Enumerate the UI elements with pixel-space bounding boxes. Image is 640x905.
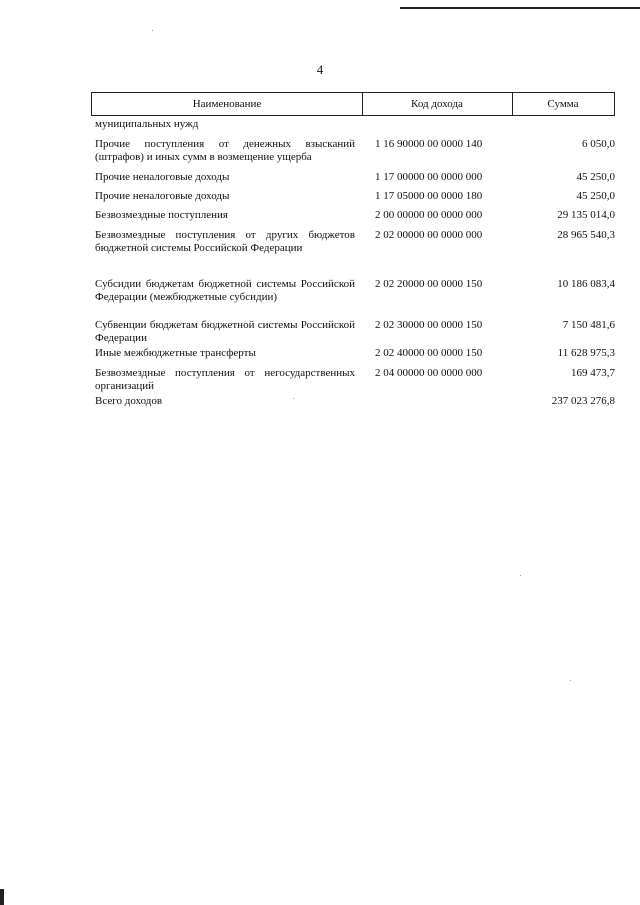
- row-name: Иные межбюджетные трансферты: [95, 347, 256, 359]
- header-code: Код дохода: [362, 93, 513, 115]
- row-code: 2 04 00000 00 0000 000: [375, 367, 483, 379]
- row-code: 1 17 00000 00 0000 000: [375, 171, 483, 183]
- top-border-line: [400, 7, 640, 9]
- row-sum: 45 250,0: [576, 190, 615, 202]
- row-sum: 11 628 975,3: [557, 347, 615, 359]
- row-sum: 45 250,0: [576, 171, 615, 183]
- scan-edge-mark: [0, 889, 4, 905]
- header-sum: Сумма: [547, 98, 579, 110]
- row-sum: 10 186 083,4: [557, 278, 615, 290]
- row-code: 2 02 20000 00 0000 150: [375, 278, 483, 290]
- row-sum: 237 023 276,8: [551, 395, 615, 407]
- row-code: 2 00 00000 00 0000 000: [375, 209, 483, 221]
- row-sum: 169 473,7: [571, 367, 615, 379]
- row-code: 2 02 40000 00 0000 150: [375, 347, 483, 359]
- row-name: муниципальных нужд: [95, 118, 199, 130]
- row-name: Безвозмездные поступления от других бюджетов бюджетной системы Российской Федерации: [95, 229, 355, 254]
- row-sum: 29 135 014,0: [557, 209, 615, 221]
- scan-speck: [152, 30, 153, 31]
- scan-speck: [520, 575, 521, 576]
- row-sum: 6 050,0: [582, 138, 615, 150]
- header-name: Наименование: [92, 93, 363, 115]
- row-code: 2 02 30000 00 0000 150: [375, 319, 483, 331]
- row-sum: 28 965 540,3: [557, 229, 615, 241]
- page-number: 4: [316, 62, 324, 77]
- row-name: Прочие неналоговые доходы: [95, 171, 230, 183]
- row-name: Прочие поступления от денежных взысканий (штрафов) и иных сумм в возмещение ущерба: [95, 138, 355, 163]
- row-name: Субвенции бюджетам бюджетной системы Российской Федерации: [95, 319, 355, 344]
- table-header: [91, 92, 615, 116]
- row-name: Прочие неналоговые доходы: [95, 190, 230, 202]
- row-code: 2 02 00000 00 0000 000: [375, 229, 483, 241]
- row-code: 1 16 90000 00 0000 140: [375, 138, 483, 150]
- row-sum: 7 150 481,6: [562, 319, 615, 331]
- row-name: Всего доходов: [95, 395, 163, 407]
- row-name: Безвозмездные поступления: [95, 209, 228, 221]
- row-name: Безвозмездные поступления от негосударственных организаций: [95, 367, 355, 392]
- row-name: Субсидии бюджетам бюджетной системы Российской Федерации (межбюджетные субсидии): [95, 278, 355, 303]
- scan-speck: [570, 680, 571, 681]
- row-code: 1 17 05000 00 0000 180: [375, 190, 483, 202]
- scan-speck: [293, 398, 294, 399]
